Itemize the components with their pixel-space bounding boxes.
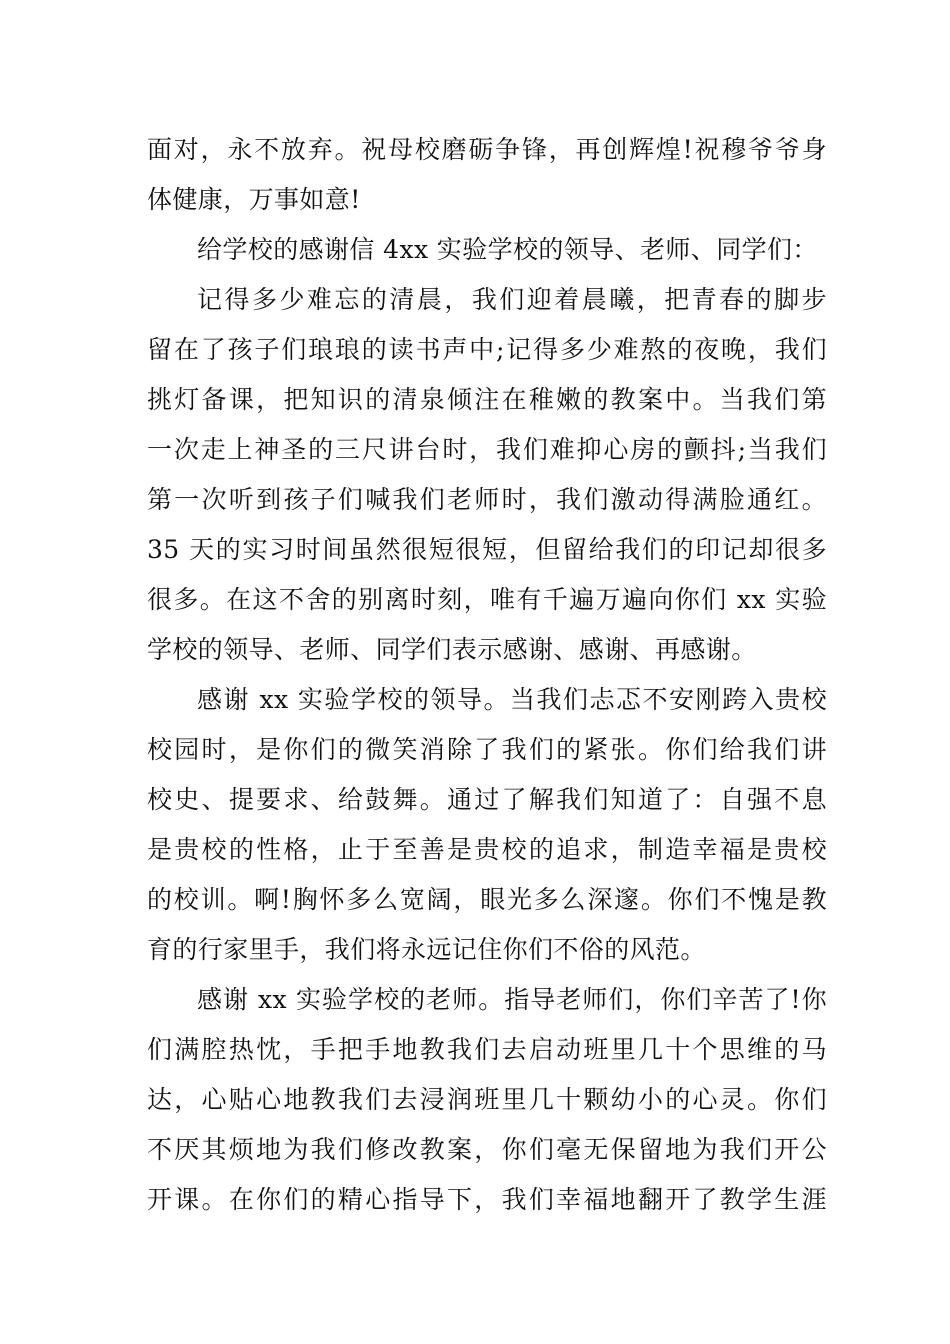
text-line-3: 给学校的感谢信 4xx 实验学校的领导、老师、同学们：	[197, 235, 818, 264]
text-line-1: 面对，永不放弃。祝母校磨砺争锋，再创辉煌!祝穆爷爷身	[147, 135, 827, 164]
text-line-17: 育的行家里手，我们将永远记住你们不俗的风范。	[147, 935, 706, 964]
text-line-21: 不厌其烦地为我们修改教案，你们毫无保留地为我们开公	[147, 1135, 827, 1164]
text-line-20: 达，心贴心地教我们去浸润班里几十颗幼小的心灵。你们	[147, 1085, 827, 1114]
text-line-11: 学校的领导、老师、同学们表示感谢、感谢、再感谢。	[147, 635, 757, 664]
text-line-2: 体健康，万事如意!	[147, 185, 361, 214]
text-line-7: 一次走上神圣的三尺讲台时，我们难抑心房的颤抖;当我们	[147, 435, 827, 464]
text-line-8: 第一次听到孩子们喊我们老师时，我们激动得满脸通红。	[147, 485, 827, 514]
text-line-13: 校园时，是你们的微笑消除了我们的紧张。你们给我们讲	[147, 735, 827, 764]
text-line-12: 感谢 xx 实验学校的领导。当我们忐忑不安刚跨入贵校	[197, 685, 827, 714]
text-line-6: 挑灯备课，把知识的清泉倾注在稚嫩的教案中。当我们第	[147, 385, 827, 414]
text-line-5: 留在了孩子们琅琅的读书声中;记得多少难熬的夜晚，我们	[147, 335, 827, 364]
text-line-22: 开课。在你们的精心指导下，我们幸福地翻开了教学生涯	[147, 1185, 827, 1214]
text-line-18: 感谢 xx 实验学校的老师。指导老师们，你们辛苦了!你	[197, 985, 827, 1014]
text-line-19: 们满腔热忱，手把手地教我们去启动班里几十个思维的马	[147, 1035, 827, 1064]
text-line-4: 记得多少难忘的清晨，我们迎着晨曦，把青春的脚步	[197, 285, 827, 314]
text-line-9: 35 天的实习时间虽然很短很短，但留给我们的印记却很多	[147, 535, 827, 564]
text-line-10: 很多。在这不舍的别离时刻，唯有千遍万遍向你们 xx 实验	[147, 585, 827, 614]
text-line-15: 是贵校的性格，止于至善是贵校的追求，制造幸福是贵校	[147, 835, 827, 864]
text-line-16: 的校训。啊!胸怀多么宽阔，眼光多么深邃。你们不愧是教	[147, 885, 827, 914]
text-line-14: 校史、提要求、给鼓舞。通过了解我们知道了：自强不息	[147, 785, 827, 814]
